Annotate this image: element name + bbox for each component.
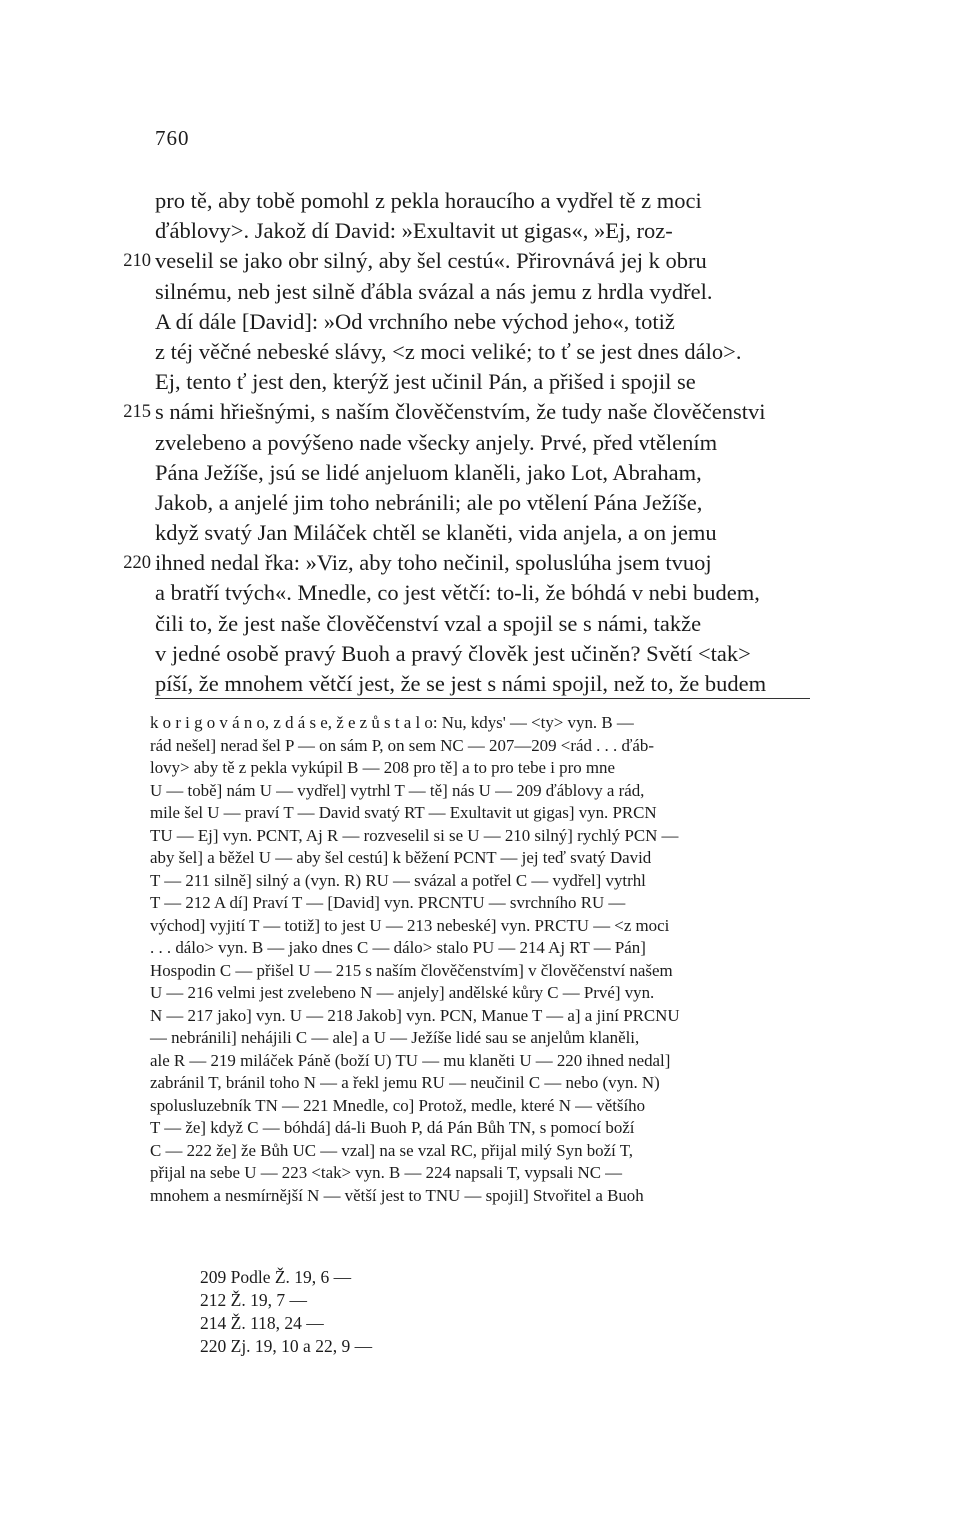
main-text-line xyxy=(155,669,810,699)
main-text-line xyxy=(155,488,810,518)
line-text: v jedné osobě pravý Buoh a pravý člověk jest učiněn? Světí <tak> xyxy=(155,640,751,666)
source-note: 214 Ž. 118, 24 — xyxy=(200,1313,324,1333)
line-text: pro tě, aby tobě pomohl z pekla horaucího a vydřel tě z moci xyxy=(155,188,702,213)
main-text-line xyxy=(155,609,810,639)
apparatus-line: C — 222 že] že Bůh UC — vzal] na se vzal RC, přijal milý Syn boží T, xyxy=(150,1140,634,1160)
main-text-line xyxy=(155,367,810,397)
apparatus-line: Hospodin C — přišel U — 215 s naším člověčenstvím] v člověčenství našem xyxy=(150,960,673,980)
source-notes xyxy=(200,1266,372,1358)
apparatus-line: — nebránili] nehájili C — ale] a U — Ježíše lidé sau se anjelům klaněli, xyxy=(150,1028,640,1047)
line-text: Jakob, a anjelé jim toho nebránili; ale po vtělení Pána Ježíše, xyxy=(155,489,703,515)
apparatus-line: aby šel] a běžel U — aby šel cestú] k běžení PCNT — jej teď svatý David xyxy=(150,848,652,867)
main-text-line xyxy=(155,216,810,246)
main-text-line xyxy=(155,458,810,488)
line-text: píší, že mnohem větčí jest, že se jest s námi spojil, než to, že budem xyxy=(155,671,767,696)
main-text-line xyxy=(155,307,810,337)
critical-apparatus xyxy=(150,712,810,1207)
apparatus-line: T — 211 silně] silný a (vyn. R) RU — svázal a potřel C — vydřel] vytrhl xyxy=(150,870,646,890)
apparatus-line: N — 217 jako] vyn. U — 218 Jakob] vyn. PCN, Manue T — a] a jiní PRCNU xyxy=(150,1005,680,1025)
line-text: z téj věčné nebeské slávy, <z moci veliké; to ť se jest dnes dálo>. xyxy=(155,338,742,364)
line-number: 215 xyxy=(123,402,151,423)
apparatus-line: spolusluzebník TN — 221 Mnedle, co] Protož, medle, které N — většího xyxy=(150,1095,646,1115)
line-text: čili to, že jest naše člověčenství vzal a spojil se s námi, takže xyxy=(155,610,702,636)
apparatus-line: mnohem a nesmírnější N — větší jest to TNU — spojil] Stvořitel a Buoh xyxy=(150,1185,644,1205)
line-text: silnému, neb jest silně ďábla svázal a nás jemu z hrdla vydřel. xyxy=(155,278,713,304)
apparatus-line: zabránil T, bránil toho N — a řekl jemu RU — neučinil C — nebo (vyn. N) xyxy=(150,1073,660,1092)
line-text: A dí dále [David]: »Od vrchního nebe východ jeho«, totiž xyxy=(155,308,675,334)
source-note: 212 Ž. 19, 7 — xyxy=(200,1290,307,1310)
line-text: Ej, tento ť jest den, kterýž jest učinil Pán, a přišed i spojil se xyxy=(155,369,696,395)
apparatus-line: ale R — 219 miláček Páně (boží U) TU — mu klaněti U — 220 ihned nedal] xyxy=(150,1050,671,1070)
line-text: zvelebeno a povýšeno nade všecky anjely. Prvé, před vtělením xyxy=(155,429,718,455)
source-note: 220 Zj. 19, 10 a 22, 9 — xyxy=(200,1336,373,1356)
apparatus-line: lovy> aby tě z pekla vykúpil B — 208 pro tě] a to pro tebe i pro mne xyxy=(150,758,615,777)
main-text-line xyxy=(155,518,810,548)
apparatus-line: T — že] když C — bóhdá] dá-li Buoh P, dá Pán Bůh TN, s pomocí boží xyxy=(150,1118,635,1137)
line-number: 210 xyxy=(123,251,151,272)
main-text-line xyxy=(123,548,810,578)
apparatus-line: U — 216 velmi jest zvelebeno N — anjely] andělské kůry C — Prvé] vyn. xyxy=(150,983,655,1002)
apparatus-line: . . . dálo> vyn. B — jako dnes C — dálo> stalo PU — 214 Aj RT — Pán] xyxy=(150,938,646,957)
apparatus-line: U — tobě] nám U — vydřel] vytrhl T — tě] nás U — 209 ďáblovy a rád, xyxy=(150,780,645,800)
main-text-line xyxy=(123,246,810,276)
line-text: ihned nedal řka: »Viz, aby toho nečinil, spoluslúha jsem tvuoj xyxy=(155,550,712,576)
apparatus-line: mile šel U — praví T — David svatý RT — Exultavit ut gigas] vyn. PRCN xyxy=(150,803,657,822)
line-number: 220 xyxy=(123,553,151,574)
source-note: 209 Podle Ž. 19, 6 — xyxy=(200,1267,352,1287)
main-text-line xyxy=(155,337,810,367)
apparatus-line: rád nešel] nerad šel P — on sám P, on sem NC — 207—209 <rád . . . ďáb- xyxy=(150,735,654,755)
line-text: veselil se jako obr silný, aby šel cestú«. Přirovnává jej k obru xyxy=(155,248,707,274)
apparatus-line: T — 212 A dí] Praví T — [David] vyn. PRCNTU — svrchního RU — xyxy=(150,893,626,912)
main-text-line xyxy=(155,639,810,669)
apparatus-line: přijal na sebe U — 223 <tak> vyn. B — 224 napsali T, vypsali NC — xyxy=(150,1163,623,1182)
line-text: Pána Ježíše, jsú se lidé anjeluom klaněli, jako Lot, Abraham, xyxy=(155,459,702,485)
apparatus-line: TU — Ej] vyn. PCNT, Aj R — rozveselil si se U — 210 silný] rychlý PCN — xyxy=(150,825,679,845)
page-number: 760 xyxy=(155,126,190,150)
main-text-line xyxy=(155,578,810,608)
main-text-line xyxy=(155,277,810,307)
divider-rule xyxy=(155,698,810,699)
apparatus-line: k o r i g o v á n o, z d á s e, ž e z ů s t a l o: Nu, kdys' — <ty> vyn. B — xyxy=(150,713,634,732)
line-text: když svatý Jan Miláček chtěl se klaněti, vida anjela, a on jemu xyxy=(155,520,717,546)
line-text: s námi hřiešnými, s naším člověčenstvím, že tudy naše člověčenstvi xyxy=(155,399,766,425)
apparatus-line: východ] vyjití T — totiž] to jest U — 213 nebeské] vyn. PRCTU — <z moci xyxy=(150,915,670,935)
main-text-line xyxy=(155,428,810,458)
main-text xyxy=(123,186,810,699)
line-text: a bratří tvých«. Mnedle, co jest větčí: to-li, že bóhdá v nebi budem, xyxy=(155,580,760,606)
main-text-line xyxy=(123,397,810,427)
main-text-line xyxy=(155,186,810,216)
line-text: ďáblovy>. Jakož dí David: »Exultavit ut gigas«, »Ej, roz- xyxy=(155,218,673,244)
